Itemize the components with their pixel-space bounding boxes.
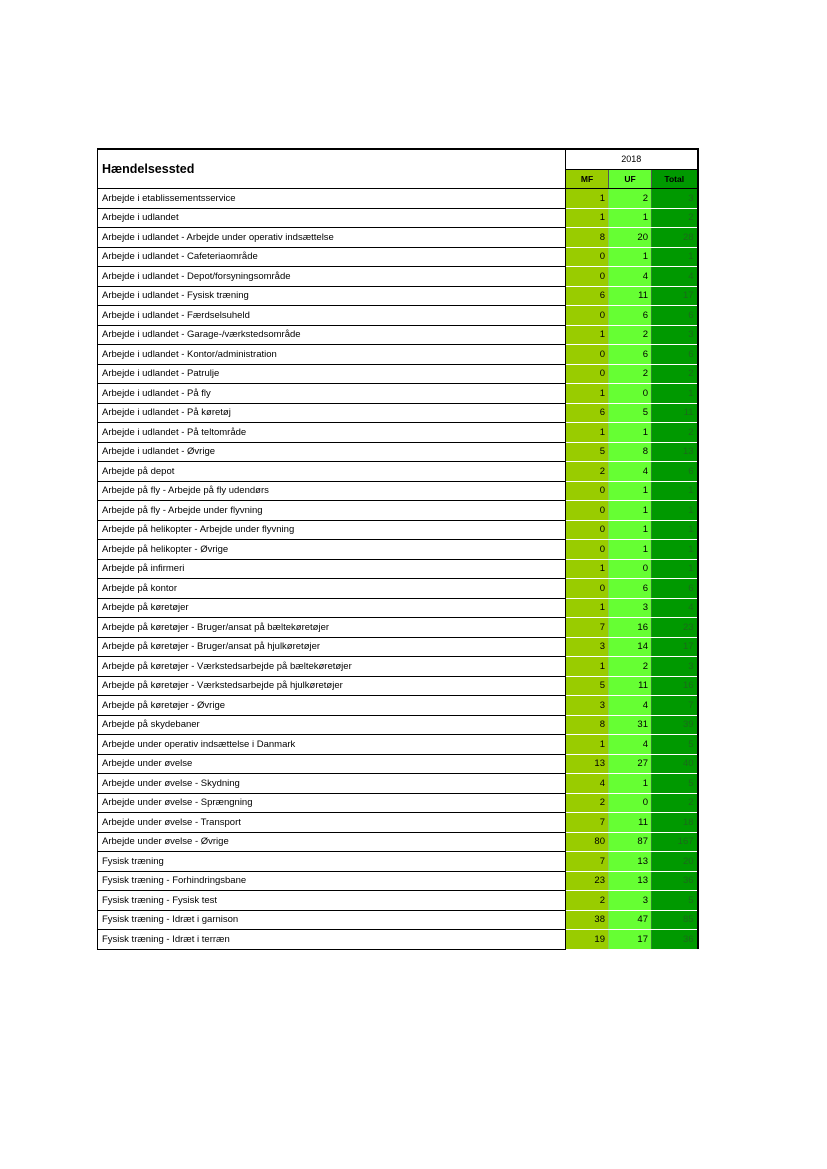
row-uf-value: 20 [609,228,652,248]
table-row [98,793,698,813]
row-mf-value: 3 [566,637,609,657]
table-row [98,657,698,677]
row-mf-value: 0 [566,540,609,560]
row-uf-value: 0 [609,559,652,579]
row-total-value: 1 [652,247,698,267]
row-total-value: 1 [652,540,698,560]
table-row [98,267,698,287]
row-mf-value: 4 [566,774,609,794]
row-total-value: 20 [652,852,698,872]
row-uf-value: 6 [609,579,652,599]
table-row [98,481,698,501]
table-row [98,501,698,521]
row-uf-value: 4 [609,696,652,716]
row-label: Arbejde på køretøjer - Værkstedsarbejde på hjulkøretøjer [98,676,566,696]
row-uf-value: 1 [609,501,652,521]
table-body [98,189,698,950]
table-row [98,306,698,326]
row-total-value: 18 [652,813,698,833]
row-total-value: 6 [652,306,698,326]
row-uf-value: 6 [609,345,652,365]
row-mf-value: 3 [566,696,609,716]
row-uf-value: 31 [609,715,652,735]
row-uf-value: 2 [609,189,652,209]
row-label: Arbejde på helikopter - Arbejde under flyvning [98,520,566,540]
row-mf-value: 1 [566,559,609,579]
row-label: Arbejde i udlandet - På køretøj [98,403,566,423]
row-label: Arbejde under operativ indsættelse i Danmark [98,735,566,755]
table-row [98,891,698,911]
row-label: Arbejde på fly - Arbejde på fly udendørs [98,481,566,501]
row-total-value: 2 [652,364,698,384]
column-header-uf: UF [609,169,652,189]
row-label: Arbejde i udlandet - Cafeteriaområde [98,247,566,267]
row-total-value: 3 [652,657,698,677]
table-row [98,696,698,716]
row-mf-value: 6 [566,286,609,306]
row-mf-value: 0 [566,267,609,287]
row-total-value: 17 [652,286,698,306]
row-uf-value: 2 [609,325,652,345]
table-row [98,930,698,950]
row-uf-value: 47 [609,910,652,930]
row-mf-value: 8 [566,715,609,735]
row-mf-value: 0 [566,247,609,267]
row-mf-value: 2 [566,891,609,911]
row-mf-value: 1 [566,384,609,404]
row-total-value: 2 [652,793,698,813]
row-total-value: 5 [652,774,698,794]
row-uf-value: 0 [609,384,652,404]
row-uf-value: 1 [609,520,652,540]
row-uf-value: 17 [609,930,652,950]
table-row [98,871,698,891]
table-row [98,520,698,540]
row-total-value: 85 [652,910,698,930]
row-uf-value: 1 [609,423,652,443]
row-label: Fysisk træning - Idræt i terræn [98,930,566,950]
row-label: Fysisk træning - Idræt i garnison [98,910,566,930]
row-mf-value: 1 [566,423,609,443]
table-row [98,189,698,209]
row-uf-value: 3 [609,891,652,911]
row-mf-value: 0 [566,481,609,501]
table-row [98,423,698,443]
row-total-value: 3 [652,189,698,209]
row-mf-value: 0 [566,501,609,521]
table-row [98,598,698,618]
row-label: Arbejde på køretøjer - Værkstedsarbejde på bæltekøretøjer [98,657,566,677]
row-mf-value: 0 [566,306,609,326]
row-uf-value: 11 [609,676,652,696]
row-uf-value: 1 [609,774,652,794]
row-total-value: 6 [652,462,698,482]
row-mf-value: 7 [566,852,609,872]
table-row [98,774,698,794]
incident-location-table-container [97,148,697,950]
row-label: Arbejde i udlandet - Garage-/værkstedsområde [98,325,566,345]
row-total-value: 23 [652,618,698,638]
column-header-mf: MF [566,169,609,189]
row-total-value: 36 [652,871,698,891]
row-total-value: 36 [652,930,698,950]
row-label: Arbejde i udlandet - Depot/forsyningsområde [98,267,566,287]
row-uf-value: 14 [609,637,652,657]
row-mf-value: 5 [566,442,609,462]
row-total-value: 1 [652,559,698,579]
row-label: Arbejde på køretøjer - Bruger/ansat på bæltekøretøjer [98,618,566,638]
row-total-value: 167 [652,832,698,852]
row-uf-value: 1 [609,540,652,560]
row-label: Fysisk træning - Fysisk test [98,891,566,911]
column-header-total: Total [652,169,698,189]
row-label: Arbejde på skydebaner [98,715,566,735]
row-total-value: 16 [652,676,698,696]
row-mf-value: 0 [566,345,609,365]
row-uf-value: 13 [609,852,652,872]
row-mf-value: 2 [566,462,609,482]
row-uf-value: 3 [609,598,652,618]
table-row [98,286,698,306]
row-uf-value: 0 [609,793,652,813]
row-mf-value: 38 [566,910,609,930]
row-mf-value: 2 [566,793,609,813]
row-uf-value: 11 [609,286,652,306]
row-uf-value: 4 [609,267,652,287]
row-total-value: 28 [652,228,698,248]
row-total-value: 1 [652,501,698,521]
row-uf-value: 4 [609,462,652,482]
row-uf-value: 27 [609,754,652,774]
table-row [98,462,698,482]
row-mf-value: 1 [566,208,609,228]
row-total-value: 1 [652,520,698,540]
table-title: Hændelsessted [98,149,566,189]
row-total-value: 3 [652,325,698,345]
row-label: Arbejde på køretøjer [98,598,566,618]
row-label: Arbejde i udlandet - Færdselsuheld [98,306,566,326]
table-row [98,618,698,638]
table-row [98,208,698,228]
table-row [98,910,698,930]
row-total-value: 11 [652,403,698,423]
row-label: Arbejde på fly - Arbejde under flyvning [98,501,566,521]
row-label: Fysisk træning [98,852,566,872]
row-mf-value: 5 [566,676,609,696]
row-uf-value: 1 [609,247,652,267]
table-row [98,735,698,755]
row-uf-value: 11 [609,813,652,833]
table-row [98,852,698,872]
row-label: Fysisk træning - Forhindringsbane [98,871,566,891]
row-label: Arbejde under øvelse [98,754,566,774]
row-mf-value: 7 [566,618,609,638]
table-row [98,579,698,599]
table-row [98,832,698,852]
row-label: Arbejde i udlandet - På teltområde [98,423,566,443]
row-mf-value: 6 [566,403,609,423]
row-uf-value: 2 [609,657,652,677]
row-label: Arbejde på køretøjer - Bruger/ansat på hjulkøretøjer [98,637,566,657]
row-total-value: 1 [652,481,698,501]
row-uf-value: 4 [609,735,652,755]
table-row [98,715,698,735]
row-uf-value: 2 [609,364,652,384]
row-label: Arbejde i udlandet - Fysisk træning [98,286,566,306]
row-mf-value: 19 [566,930,609,950]
table-row [98,403,698,423]
row-label: Arbejde på depot [98,462,566,482]
row-uf-value: 6 [609,306,652,326]
row-label: Arbejde i etablissementsservice [98,189,566,209]
table-row [98,559,698,579]
row-label: Arbejde i udlandet - På fly [98,384,566,404]
row-mf-value: 23 [566,871,609,891]
row-total-value: 7 [652,696,698,716]
row-label: Arbejde i udlandet - Arbejde under operativ indsættelse [98,228,566,248]
row-mf-value: 1 [566,657,609,677]
table-row [98,442,698,462]
row-uf-value: 1 [609,481,652,501]
row-label: Arbejde på helikopter - Øvrige [98,540,566,560]
row-label: Arbejde på køretøjer - Øvrige [98,696,566,716]
table-row [98,345,698,365]
row-label: Arbejde under øvelse - Transport [98,813,566,833]
row-total-value: 39 [652,715,698,735]
table-row [98,637,698,657]
row-total-value: 4 [652,598,698,618]
row-total-value: 40 [652,754,698,774]
table-row [98,364,698,384]
row-total-value: 5 [652,891,698,911]
row-mf-value: 0 [566,364,609,384]
row-total-value: 1 [652,384,698,404]
row-mf-value: 13 [566,754,609,774]
row-total-value: 5 [652,735,698,755]
row-label: Arbejde i udlandet [98,208,566,228]
table-row [98,676,698,696]
row-mf-value: 1 [566,735,609,755]
row-mf-value: 80 [566,832,609,852]
table-row [98,325,698,345]
table-row [98,813,698,833]
row-uf-value: 8 [609,442,652,462]
row-uf-value: 1 [609,208,652,228]
row-mf-value: 1 [566,598,609,618]
row-uf-value: 5 [609,403,652,423]
table-row [98,247,698,267]
table-row [98,384,698,404]
row-mf-value: 7 [566,813,609,833]
row-label: Arbejde på infirmeri [98,559,566,579]
row-total-value: 2 [652,423,698,443]
row-uf-value: 87 [609,832,652,852]
row-uf-value: 13 [609,871,652,891]
row-total-value: 6 [652,345,698,365]
row-label: Arbejde i udlandet - Øvrige [98,442,566,462]
row-mf-value: 8 [566,228,609,248]
row-uf-value: 16 [609,618,652,638]
row-mf-value: 0 [566,579,609,599]
row-label: Arbejde på kontor [98,579,566,599]
row-mf-value: 1 [566,189,609,209]
table-row [98,540,698,560]
row-mf-value: 0 [566,520,609,540]
row-total-value: 4 [652,267,698,287]
row-label: Arbejde i udlandet - Kontor/administration [98,345,566,365]
row-total-value: 13 [652,442,698,462]
table-row [98,228,698,248]
year-header: 2018 [566,149,698,169]
row-label: Arbejde under øvelse - Skydning [98,774,566,794]
table-row [98,754,698,774]
row-total-value: 6 [652,579,698,599]
row-total-value: 2 [652,208,698,228]
incident-location-table [97,148,699,950]
row-label: Arbejde under øvelse - Sprængning [98,793,566,813]
row-label: Arbejde i udlandet - Patrulje [98,364,566,384]
row-total-value: 17 [652,637,698,657]
row-label: Arbejde under øvelse - Øvrige [98,832,566,852]
row-mf-value: 1 [566,325,609,345]
